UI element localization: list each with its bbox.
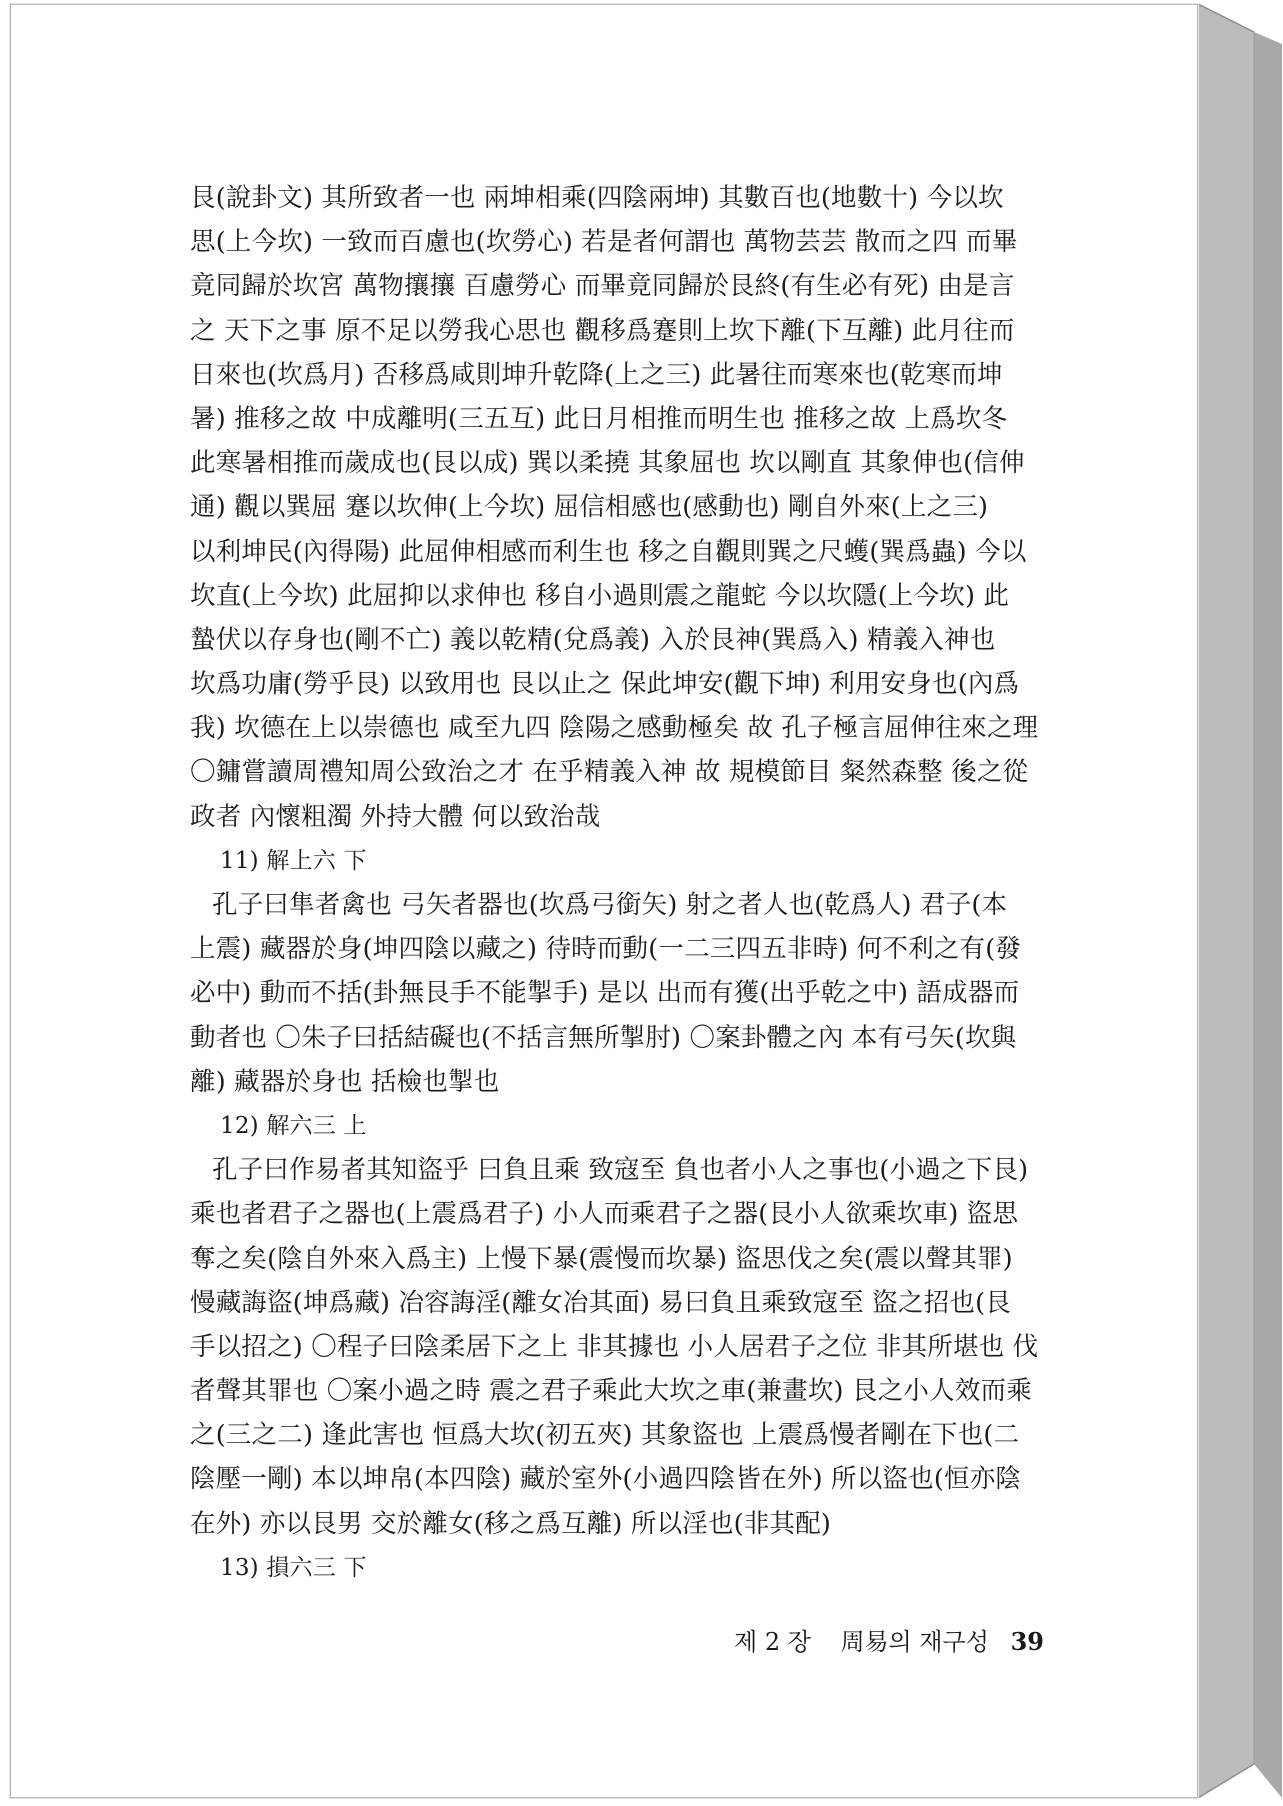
section-heading: 13) 損六三 下 [220, 1554, 367, 1581]
text-line: 動者也 〇朱子曰括結礙也(不括言無所掣肘) 〇案卦體之內 本有弓矢(坎與 [190, 1022, 1017, 1053]
text-line: 通) 觀以巽屈 蹇以坎伸(上今坎) 屈信相感也(感動也) 剛自外來(上之三) [190, 492, 989, 523]
text-line: 坎爲功庸(勞乎艮) 以致用也 艮以止之 保此坤安(觀下坤) 利用安身也(內爲 [190, 669, 1020, 700]
text-line: 陰壓一剛) 本以坤帛(本四陰) 藏於室外(小過四陰皆在外) 所以盜也(恒亦陰 [190, 1464, 1022, 1495]
text-line: 〇鏞嘗讀周禮知周公致治之才 在乎精義入神 故 規模節目 粲然森整 後之從 [190, 757, 1029, 788]
text-line: 之 天下之事 原不足以勞我心思也 觀移爲蹇則上坎下離(下互離) 此月往而 [190, 315, 1015, 346]
text-line: 蟄伏以存身也(剛不亡) 義以乾精(兌爲義) 入於艮神(巽爲入) 精義入神也 [190, 624, 996, 655]
page-footer [734, 1622, 1044, 1657]
footer-title: 周易의 재구성 [840, 1628, 989, 1656]
text-line: 之(三之二) 逢此害也 恒爲大坎(初五夾) 其象盜也 上震爲慢者剛在下也(二 [190, 1420, 1020, 1451]
text-line: 此寒暑相推而歲成也(艮以成) 巽以柔撓 其象屈也 坎以剛直 其象伸也(信伸 [190, 448, 1025, 479]
text-line: 離) 藏器於身也 括檢也掣也 [190, 1066, 500, 1097]
text-line: 以利坤民(內得陽) 此屈伸相感而利生也 移之自觀則巽之尺蠖(巽爲蟲) 今以 [190, 536, 1027, 567]
section-heading: 12) 解六三 上 [220, 1112, 367, 1139]
page-number: 39 [1010, 1627, 1044, 1656]
text-line: 日來也(坎爲月) 否移爲咸則坤升乾降(上之三) 此暑往而寒來也(乾寒而坤 [190, 359, 1003, 390]
section-heading: 11) 解上六 下 [220, 847, 367, 874]
text-line: 奪之矣(陰自外來入爲主) 上慢下暴(震慢而坎暴) 盜思伐之矣(震以聲其罪) [190, 1243, 1013, 1274]
text-line: 者聲其罪也 〇案小過之時 震之君子乘此大坎之車(兼畫坎) 艮之小人效而乘 [190, 1376, 1032, 1407]
text-line: 在外) 亦以艮男 交於離女(移之爲互離) 所以淫也(非其配) [190, 1508, 832, 1539]
text-line: 孔子曰作易者其知盜乎 曰負且乘 致寇至 負也者小人之事也(小過之下艮) [212, 1155, 1029, 1186]
text-line: 坎直(上今坎) 此屈抑以求伸也 移自小過則震之龍蛇 今以坎隱(上今坎) 此 [190, 580, 1010, 611]
text-line: 思(上今坎) 一致而百慮也(坎勞心) 若是者何謂也 萬物芸芸 散而之四 而畢 [190, 227, 1018, 258]
text-line: 我) 坎德在上以崇德也 咸至九四 陰陽之感動極矣 故 孔子極言屈伸往來之理 [190, 713, 1039, 744]
text-line: 必中) 動而不括(卦無艮手不能掣手) 是以 出而有獲(出乎乾之中) 語成器而 [190, 978, 1020, 1009]
text-line: 孔子曰隼者禽也 弓矢者器也(坎爲弓銜矢) 射之者人也(乾爲人) 君子(本 [212, 890, 1008, 920]
footer-chapter: 제 2 장 [734, 1628, 811, 1656]
text-line: 慢藏誨盜(坤爲藏) 冶容誨淫(離女冶其面) 易曰負且乘致寇至 盜之招也(艮 [190, 1287, 1011, 1318]
text-line: 竟同歸於坎宮 萬物攘攘 百慮勞心 而畢竟同歸於艮終(有生必有死) 由是言 [190, 271, 1015, 302]
book-edge-shadow [1198, 4, 1282, 1798]
text-line: 上震) 藏器於身(坤四陰以藏之) 待時而動(一二三四五非時) 何不利之有(發 [190, 934, 1022, 965]
text-line: 政者 內懷粗濁 外持大體 何以致治哉 [190, 801, 601, 832]
text-line: 艮(說卦文) 其所致者一也 兩坤相乘(四陰兩坤) 其數百也(地數十) 今以坎 [190, 183, 1004, 213]
text-line: 手以招之) 〇程子曰陰柔居下之上 非其據也 小人居君子之位 非其所堪也 伐 [190, 1331, 1039, 1362]
text-line: 暑) 推移之故 中成離明(三五互) 此日月相推而明生也 推移之故 上爲坎冬 [190, 403, 1008, 434]
document-body-text [190, 176, 1070, 1590]
text-line: 乘也者君子之器也(上震爲君子) 小人而乘君子之器(艮小人欲乘坎車) 盜思 [190, 1199, 1019, 1230]
